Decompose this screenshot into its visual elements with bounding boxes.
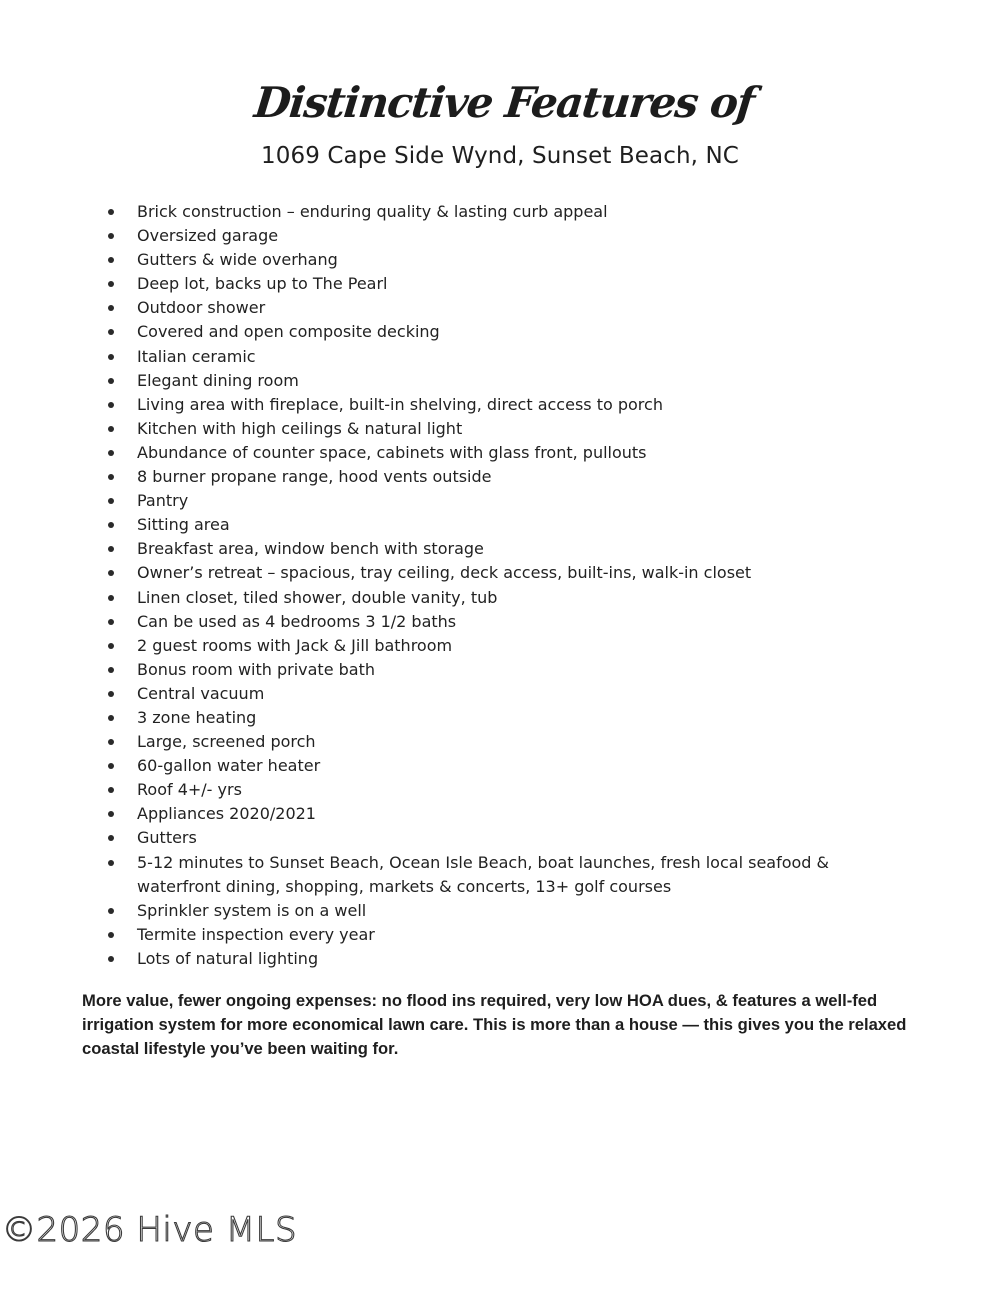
- feature-item: [108, 489, 898, 513]
- bullet-icon: [108, 474, 114, 480]
- feature-item: [108, 851, 898, 899]
- feature-text: Outdoor shower: [137, 298, 266, 318]
- bullet-icon: [108, 835, 114, 841]
- bullet-icon: [108, 498, 114, 504]
- feature-item: [108, 899, 898, 923]
- bullet-icon: [108, 908, 114, 914]
- feature-item: [108, 923, 898, 947]
- feature-text: 3 zone heating: [137, 707, 257, 727]
- feature-text: Sitting area: [137, 515, 230, 535]
- bullet-icon: [108, 233, 114, 239]
- feature-item: [108, 248, 898, 272]
- feature-text: Gutters: [137, 828, 197, 848]
- feature-item: [108, 537, 898, 561]
- feature-item: [108, 417, 898, 441]
- feature-text: 2 guest rooms with Jack & Jill bathroom: [137, 635, 453, 655]
- feature-text: Gutters & wide overhang: [137, 250, 338, 270]
- feature-text: 8 burner propane range, hood vents outside: [137, 467, 492, 487]
- bullet-icon: [108, 209, 114, 215]
- bullet-icon: [108, 402, 114, 408]
- feature-text: Sprinkler system is on a well: [137, 900, 367, 920]
- watermark-text: ©2026 Hive MLS: [2, 1210, 298, 1250]
- feature-item: [108, 586, 898, 610]
- bullet-icon: [108, 691, 114, 697]
- feature-text: Breakfast area, window bench with storage: [137, 539, 484, 559]
- feature-item: [108, 465, 898, 489]
- feature-text: Roof 4+/- yrs: [137, 780, 242, 800]
- feature-text: Can be used as 4 bedrooms 3 1/2 baths: [137, 611, 457, 631]
- feature-item: [108, 754, 898, 778]
- features-list: [108, 200, 898, 971]
- bullet-icon: [108, 763, 114, 769]
- bullet-icon: [108, 305, 114, 311]
- feature-text: Oversized garage: [137, 226, 279, 246]
- bullet-icon: [108, 715, 114, 721]
- feature-item: [108, 296, 898, 320]
- bullet-icon: [108, 546, 114, 552]
- bullet-icon: [108, 522, 114, 528]
- feature-text: Kitchen with high ceilings & natural light: [137, 418, 463, 438]
- feature-text: 5-12 minutes to Sunset Beach, Ocean Isle Beach, boat launches, fresh local seafood & waterfront dining, shopping, markets & concerts, 13+ golf courses: [137, 852, 830, 896]
- feature-text: Pantry: [137, 491, 189, 511]
- bullet-icon: [108, 257, 114, 263]
- bullet-icon: [108, 739, 114, 745]
- feature-item: [108, 561, 898, 585]
- bullet-icon: [108, 860, 114, 866]
- bullet-icon: [108, 450, 114, 456]
- document-title: Distinctive Features of: [252, 78, 756, 127]
- feature-item: [108, 513, 898, 537]
- feature-item: [108, 345, 898, 369]
- feature-item: [108, 826, 898, 850]
- bullet-icon: [108, 643, 114, 649]
- property-address: 1069 Cape Side Wynd, Sunset Beach, NC: [261, 143, 739, 169]
- feature-item: [108, 369, 898, 393]
- feature-text: Lots of natural lighting: [137, 948, 319, 968]
- summary-paragraph: More value, fewer ongoing expenses: no flood ins required, very low HOA dues, & features a well-fed irrigation system for more economical lawn care. This is more than a house — this gives you the relaxed coastal lifestyle you’ve been waiting for.: [82, 991, 907, 1058]
- feature-item: [108, 272, 898, 296]
- feature-text: 60-gallon water heater: [137, 756, 321, 776]
- feature-text: Bonus room with private bath: [137, 659, 376, 679]
- feature-item: [108, 730, 898, 754]
- feature-text: Termite inspection every year: [137, 924, 375, 944]
- feature-item: [108, 224, 898, 248]
- bullet-icon: [108, 595, 114, 601]
- feature-item: [108, 200, 898, 224]
- feature-item: [108, 682, 898, 706]
- feature-item: [108, 947, 898, 971]
- bullet-icon: [108, 378, 114, 384]
- feature-text: Linen closet, tiled shower, double vanity, tub: [137, 587, 498, 607]
- feature-item: [108, 706, 898, 730]
- feature-text: Living area with fireplace, built-in shelving, direct access to porch: [137, 394, 663, 414]
- feature-item: [108, 658, 898, 682]
- bullet-icon: [108, 570, 114, 576]
- feature-text: Covered and open composite decking: [137, 322, 440, 342]
- bullet-icon: [108, 811, 114, 817]
- bullet-icon: [108, 787, 114, 793]
- feature-item: [108, 320, 898, 344]
- feature-text: Elegant dining room: [137, 370, 299, 390]
- feature-text: Brick construction – enduring quality & lasting curb appeal: [137, 202, 608, 221]
- feature-item: [108, 802, 898, 826]
- feature-text: Abundance of counter space, cabinets with glass front, pullouts: [137, 442, 647, 462]
- feature-text: Large, screened porch: [137, 732, 316, 752]
- bullet-icon: [108, 932, 114, 938]
- feature-text: Owner’s retreat – spacious, tray ceiling, deck access, built-ins, walk-in closet: [137, 563, 752, 583]
- feature-item: [108, 441, 898, 465]
- feature-item: [108, 393, 898, 417]
- feature-text: Deep lot, backs up to The Pearl: [137, 274, 388, 294]
- feature-text: Appliances 2020/2021: [137, 804, 316, 824]
- bullet-icon: [108, 426, 114, 432]
- feature-item: [108, 610, 898, 634]
- bullet-icon: [108, 329, 114, 335]
- bullet-icon: [108, 667, 114, 673]
- bullet-icon: [108, 619, 114, 625]
- feature-text: Italian ceramic: [137, 346, 256, 366]
- bullet-icon: [108, 956, 114, 962]
- bullet-icon: [108, 281, 114, 287]
- bullet-icon: [108, 354, 114, 360]
- feature-item: [108, 634, 898, 658]
- feature-item: [108, 778, 898, 802]
- feature-text: Central vacuum: [137, 683, 265, 703]
